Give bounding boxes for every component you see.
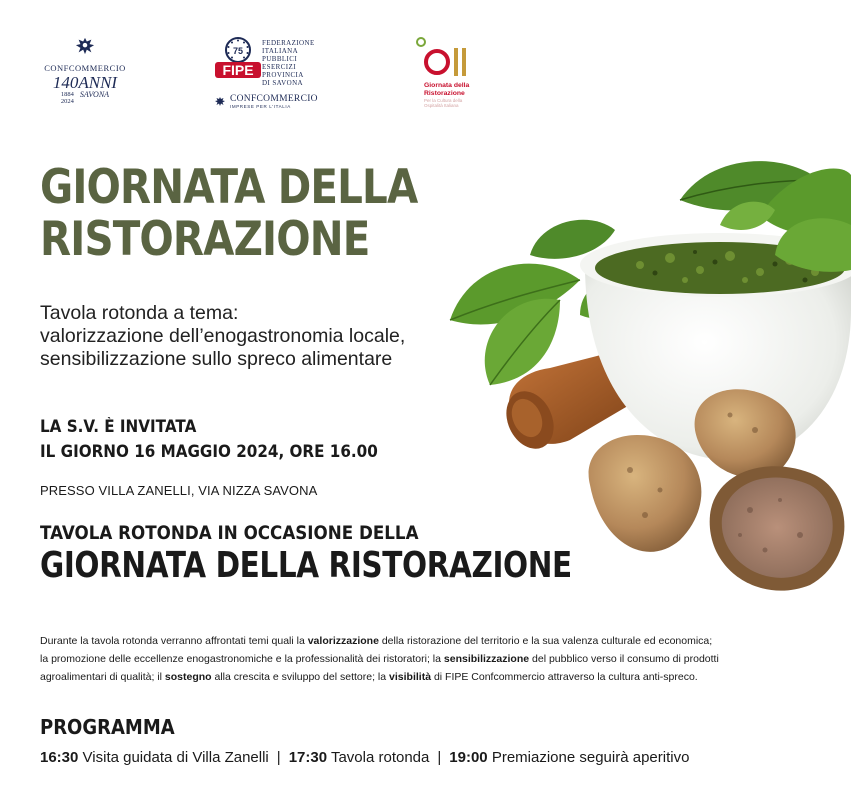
eagle-icon bbox=[74, 36, 96, 56]
date-time-line: IL GIORNO 16 MAGGIO 2024, ORE 16.00 bbox=[40, 442, 378, 461]
anni-label: 140ANNI bbox=[52, 73, 118, 92]
occasion-line: TAVOLA ROTONDA IN OCCASIONE DELLA bbox=[40, 522, 419, 544]
fipe-acronym: FIPE bbox=[222, 62, 254, 78]
eagle-icon bbox=[214, 96, 226, 107]
invitation-block bbox=[40, 414, 378, 464]
subtitle-line-3: sensibilizzazione sullo spreco alimentare bbox=[40, 348, 393, 370]
giornata-logo-tagline: Per la Cultura della Ospitalità Italiana bbox=[424, 98, 463, 108]
confcommercio-brand: CONFCOMMERCIO bbox=[44, 63, 126, 73]
city-label: SAVONA bbox=[79, 90, 110, 99]
description-line-3: agroalimentari di qualità; il sostegno alla crescita e sviluppo del settore; la visibilità di FIPE Confcommercio attraverso la cultura anti-spreco. bbox=[40, 671, 698, 683]
year-start: 1884 bbox=[60, 91, 74, 98]
schedule-separator: | bbox=[276, 749, 281, 766]
event-description bbox=[40, 632, 820, 686]
programma-heading: PROGRAMMA bbox=[40, 715, 175, 739]
title-line-2: RISTORAZIONE bbox=[40, 212, 370, 267]
giornata-ristorazione-logo bbox=[416, 36, 486, 116]
confcommercio-label: CONFCOMMERCIO bbox=[230, 94, 318, 104]
schedule-item: 16:30 Visita guidata di Villa Zanelli bbox=[40, 749, 269, 766]
schedule-item: 19:00 Premiazione seguirà aperitivo bbox=[449, 749, 690, 766]
schedule-separator: | bbox=[437, 749, 442, 766]
giornata-logo-icon bbox=[416, 36, 476, 80]
programma-schedule bbox=[40, 749, 689, 766]
subtitle-line-2: valorizzazione dell’enogastronomia locale, bbox=[40, 325, 406, 347]
occasion-title: GIORNATA DELLA RISTORAZIONE bbox=[40, 545, 572, 586]
fipe-federation-text: FEDERAZIONE ITALIANA PUBBLICI ESERCIZI PROVINCIA DI SAVONA bbox=[262, 39, 315, 87]
title-line-1: GIORNATA DELLA bbox=[40, 160, 418, 215]
year-end: 2024 bbox=[60, 98, 74, 105]
giornata-logo-name: Giornata della Ristorazione bbox=[424, 82, 470, 97]
subtitle bbox=[40, 302, 405, 371]
page-title bbox=[40, 162, 417, 266]
confcommercio-140-anni-logo bbox=[40, 36, 130, 112]
confcommercio-sublabel: IMPRESE PER L'ITALIA bbox=[230, 104, 291, 109]
schedule-item: 17:30 Tavola rotonda bbox=[288, 749, 430, 766]
fipe-circle-icon bbox=[214, 36, 262, 82]
pesto-truffle-illustration bbox=[430, 140, 851, 610]
subtitle-line-1: Tavola rotonda a tema: bbox=[40, 302, 239, 324]
anni-years bbox=[40, 91, 130, 105]
svg-text:75: 75 bbox=[232, 46, 244, 56]
invitation-line: LA S.V. È INVITATA bbox=[40, 417, 197, 436]
description-line-1: Durante la tavola rotonda verranno affrontati temi quali la valorizzazione della ristorazione del territorio e la sua valenza culturale ed economica; bbox=[40, 635, 713, 647]
confcommercio-sub-logo bbox=[214, 94, 318, 109]
venue-text: PRESSO VILLA ZANELLI, VIA NIZZA SAVONA bbox=[40, 483, 318, 498]
description-line-2: la promozione delle eccellenze enogastronomiche e la professionalità dei ristoratori; la sensibilizzazione del pubblico verso il consumo di prodotti bbox=[40, 653, 719, 665]
fipe-logo bbox=[212, 36, 332, 112]
